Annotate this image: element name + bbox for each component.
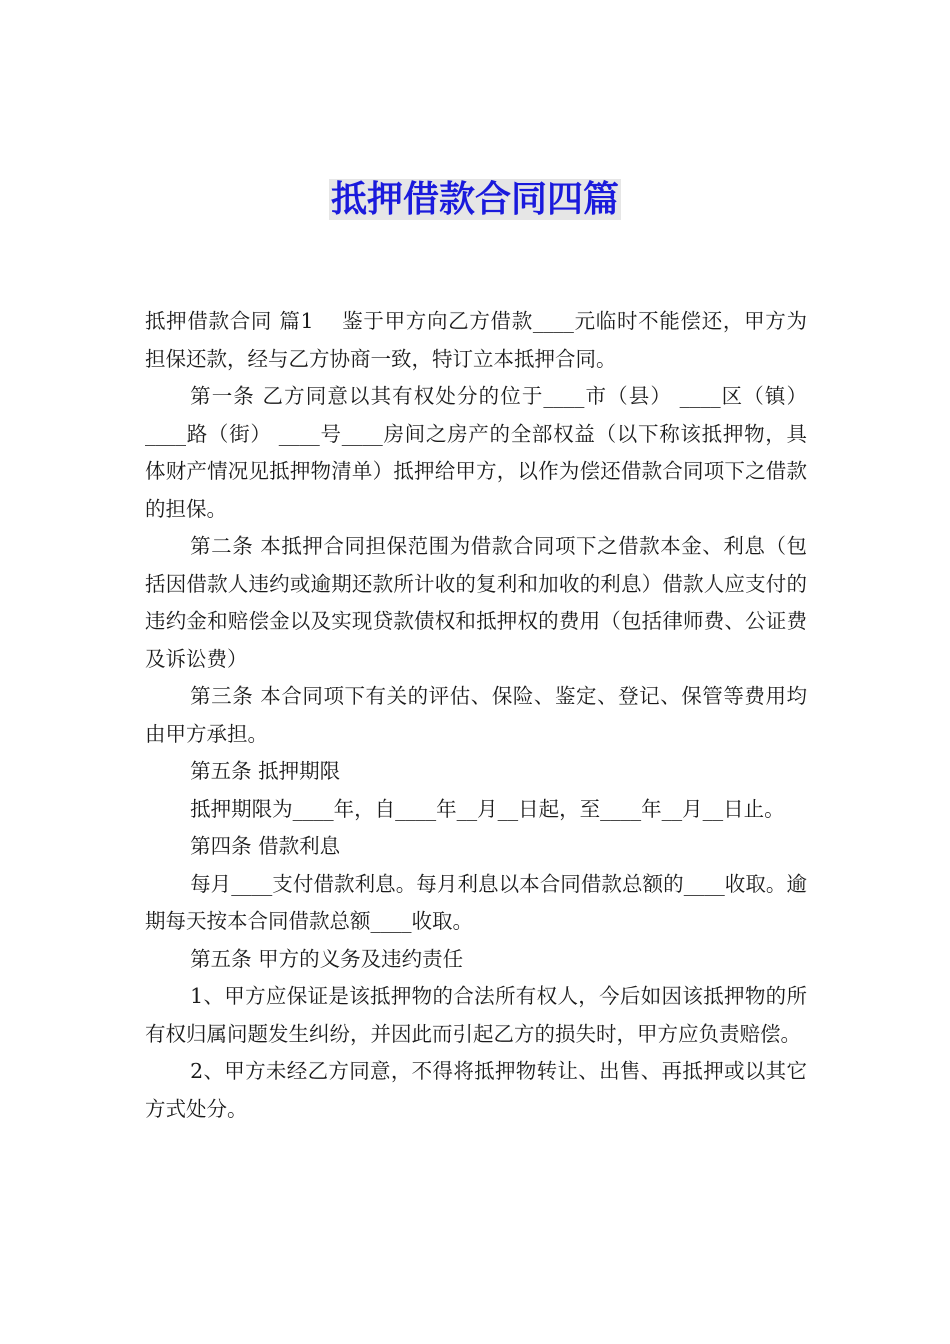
clause-2: 第二条 本抵押合同担保范围为借款合同项下之借款本金、利息（包括因借款人违约或逾期还款所计收的复利和加收的利息）借款人应支付的违约金和赔偿金以及实现贷款债权和抵押权的费用（包括律师费、公证费及诉讼费）: [145, 534, 807, 671]
clause-obligation-2: 2、甲方未经乙方同意，不得将抵押物转让、出售、再抵押或以其它方式处分。: [145, 1059, 807, 1121]
clause-interest-text: 每月____支付借款利息。每月利息以本合同借款总额的____收取。逾期每天按本合同借款总额____收取。: [145, 871, 807, 933]
intro-text: 鉴于甲方向乙方借款____元临时不能偿还，甲方为担保还款，经与乙方协商一致，特订立本抵押合同。: [145, 309, 807, 371]
intro-heading: 抵押借款合同 篇1: [145, 309, 314, 333]
clause-obligations-heading: 第五条 甲方的义务及违约责任: [190, 946, 464, 971]
document-title-text: 抵押借款合同四篇: [330, 179, 619, 220]
document-title: [0, 172, 950, 228]
clause-interest-heading: 第四条 借款利息: [190, 834, 341, 858]
clause-3: 第三条 本合同项下有关的评估、保险、鉴定、登记、保管等费用均由甲方承担。: [145, 684, 807, 746]
clause-1: 第一条 乙方同意以其有权处分的位于____市（县） ____区（镇） ____路（街） ____号____房间之房产的全部权益（以下称该抵押物，具体财产情况见抵押物清单）抵押给甲方，以作为偿还借款合同项下之借款的担保。: [145, 384, 807, 521]
document-body: [145, 303, 807, 1128]
clause-obligation-1: 1、甲方应保证是该抵押物的合法所有权人，今后如因该抵押物的所有权归属问题发生纠纷，并因此而引起乙方的损失时，甲方应负责赔偿。: [145, 984, 807, 1046]
intro-paragraph: [145, 303, 807, 378]
clause-term-text: 抵押期限为____年，自____年__月__日起，至____年__月__日止。: [190, 796, 785, 821]
clause-term-heading: 第五条 抵押期限: [190, 759, 341, 783]
